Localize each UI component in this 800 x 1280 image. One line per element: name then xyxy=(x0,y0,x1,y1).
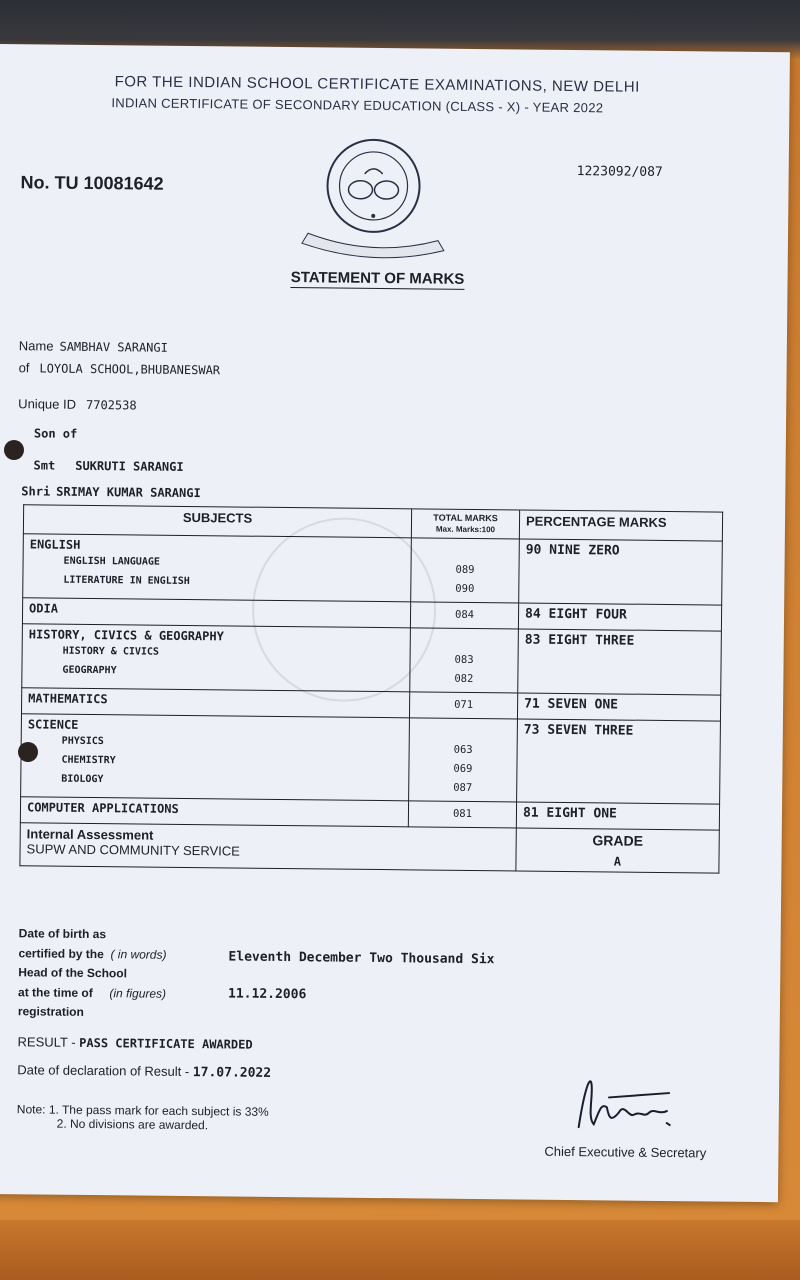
dob-label-line: Date of birth as xyxy=(18,926,107,942)
document-title-text: STATEMENT OF MARKS xyxy=(290,269,465,288)
marks-value: 063 xyxy=(453,743,473,756)
father-prefix: Shri xyxy=(21,484,51,499)
dob-label-line: registration xyxy=(17,1004,84,1019)
header-line-1: FOR THE INDIAN SCHOOL CERTIFICATE EXAMINATIONS, NEW DELHI xyxy=(114,73,640,96)
header-line-2: INDIAN CERTIFICATE OF SECONDARY EDUCATION (CLASS - X) - YEAR 2022 xyxy=(111,95,604,116)
notes xyxy=(17,1102,269,1133)
marks-cell xyxy=(409,718,518,802)
table-row xyxy=(21,714,721,804)
subject-cell xyxy=(23,534,412,602)
sub-subject-name: LITERATURE IN ENGLISH xyxy=(63,574,190,588)
in-words-label: ( in words) xyxy=(110,946,167,962)
subject-name: ENGLISH xyxy=(29,537,81,552)
marks-value: 089 xyxy=(455,563,475,576)
sub-subject-name: CHEMISTRY xyxy=(61,754,116,767)
dob-in-words: Eleventh December Two Thousand Six xyxy=(228,949,495,968)
marks-value: 083 xyxy=(454,653,474,666)
council-seal-icon xyxy=(298,133,449,265)
school-name: LOYOLA SCHOOL,BHUBANESWAR xyxy=(39,361,221,378)
percentage-value: 81 EIGHT ONE xyxy=(516,802,719,830)
subject-name: MATHEMATICS xyxy=(21,688,409,718)
internal-assessment-subject: SUPW AND COMMUNITY SERVICE xyxy=(26,841,240,859)
marks-value: 087 xyxy=(453,781,473,794)
dob-label-line: Head of the School xyxy=(18,965,128,981)
dob-in-figures: 11.12.2006 xyxy=(227,986,307,1003)
mother-prefix: Smt xyxy=(33,458,56,473)
subject-name: ODIA xyxy=(22,598,410,628)
percentage-value: 83 EIGHT THREE xyxy=(518,629,722,695)
reference-number: 1223092/087 xyxy=(576,164,663,180)
punch-hole xyxy=(4,440,24,460)
subject-cell xyxy=(21,714,410,801)
col-total-marks xyxy=(411,509,519,539)
sub-subject-name: GEOGRAPHY xyxy=(62,664,117,677)
note-1: 1. The pass mark for each subject is 33% xyxy=(48,1102,269,1119)
grade-cell xyxy=(516,828,719,873)
internal-assessment-cell xyxy=(20,823,516,871)
marks-cell xyxy=(410,628,519,693)
note-label: Note: xyxy=(16,1102,46,1117)
grade-label: GRADE xyxy=(592,832,644,849)
subject-name: SCIENCE xyxy=(27,717,79,732)
unique-id-row xyxy=(18,396,137,412)
in-figures-label: (in figures) xyxy=(109,985,167,1001)
certificate-number: No. TU 10081642 xyxy=(20,172,164,194)
dob-label-line xyxy=(18,983,166,1004)
dob-label-block xyxy=(18,924,167,1023)
percentage-value: 73 SEVEN THREE xyxy=(517,719,721,804)
marks-table xyxy=(19,504,723,873)
col-subjects: SUBJECTS xyxy=(23,505,411,538)
dob-label-line xyxy=(18,944,166,965)
unique-id-label: Unique ID xyxy=(18,396,77,412)
percentage-value: 71 SEVEN ONE xyxy=(517,693,720,721)
school-label: of xyxy=(18,360,30,376)
school-row xyxy=(19,360,221,377)
father-name: SRIMAY KUMAR SARANGI xyxy=(56,484,201,501)
unique-id: 7702538 xyxy=(85,397,137,413)
name-label: Name xyxy=(18,338,54,354)
marks-value: 084 xyxy=(410,602,518,629)
internal-assessment-label: Internal Assessment xyxy=(26,826,154,843)
declaration-date: 17.07.2022 xyxy=(192,1065,272,1081)
marks-value: 082 xyxy=(454,672,474,685)
result-row xyxy=(17,1034,252,1051)
sub-subject-name: BIOLOGY xyxy=(61,773,104,786)
sub-subject-name: PHYSICS xyxy=(61,735,104,748)
mother-name: SUKRUTI SARANGI xyxy=(75,458,184,474)
marks-statement-sheet xyxy=(0,44,790,1202)
relation-label: Son of xyxy=(33,426,78,441)
col-total-marks-title: TOTAL MARKS xyxy=(433,512,498,524)
percentage-value: 84 EIGHT FOUR xyxy=(518,603,721,631)
document-title xyxy=(0,266,758,291)
marks-value: 071 xyxy=(409,692,517,719)
internal-assessment-row xyxy=(20,823,719,873)
subject-name: COMPUTER APPLICATIONS xyxy=(20,797,408,827)
signature-icon xyxy=(549,1072,700,1144)
mother-row xyxy=(34,458,184,474)
marks-value: 090 xyxy=(455,582,475,595)
candidate-name: SAMBHAV SARANGI xyxy=(59,339,168,355)
signatory-title: Chief Executive & Secretary xyxy=(544,1143,707,1161)
sub-subject-name: ENGLISH LANGUAGE xyxy=(63,555,160,568)
col-percentage: PERCENTAGE MARKS xyxy=(519,510,722,541)
percentage-value: 90 NINE ZERO xyxy=(519,539,723,605)
note-2: 2. No divisions are awarded. xyxy=(56,1116,209,1133)
grade-value: A xyxy=(613,854,622,869)
desk-surface xyxy=(0,1220,800,1280)
declaration-row xyxy=(17,1062,271,1081)
punch-hole xyxy=(18,742,38,762)
subject-cell xyxy=(22,624,411,692)
marks-value: 069 xyxy=(453,762,473,775)
sub-subject-name: HISTORY & CIVICS xyxy=(62,645,160,658)
father-row xyxy=(21,484,201,500)
declaration-label: Date of declaration of Result - xyxy=(17,1062,190,1080)
result-value: PASS CERTIFICATE AWARDED xyxy=(79,1035,253,1052)
table-row xyxy=(22,624,722,695)
dob-label-part: certified by the xyxy=(18,945,104,961)
marks-value: 081 xyxy=(408,801,516,828)
col-total-marks-max: Max. Marks:100 xyxy=(435,524,496,535)
dob-label-part: at the time of xyxy=(18,984,93,1000)
subject-name: HISTORY, CIVICS & GEOGRAPHY xyxy=(28,627,224,644)
result-label: RESULT - xyxy=(17,1034,76,1050)
candidate-name-row xyxy=(19,338,168,355)
table-row xyxy=(23,534,723,605)
marks-cell xyxy=(411,538,520,603)
